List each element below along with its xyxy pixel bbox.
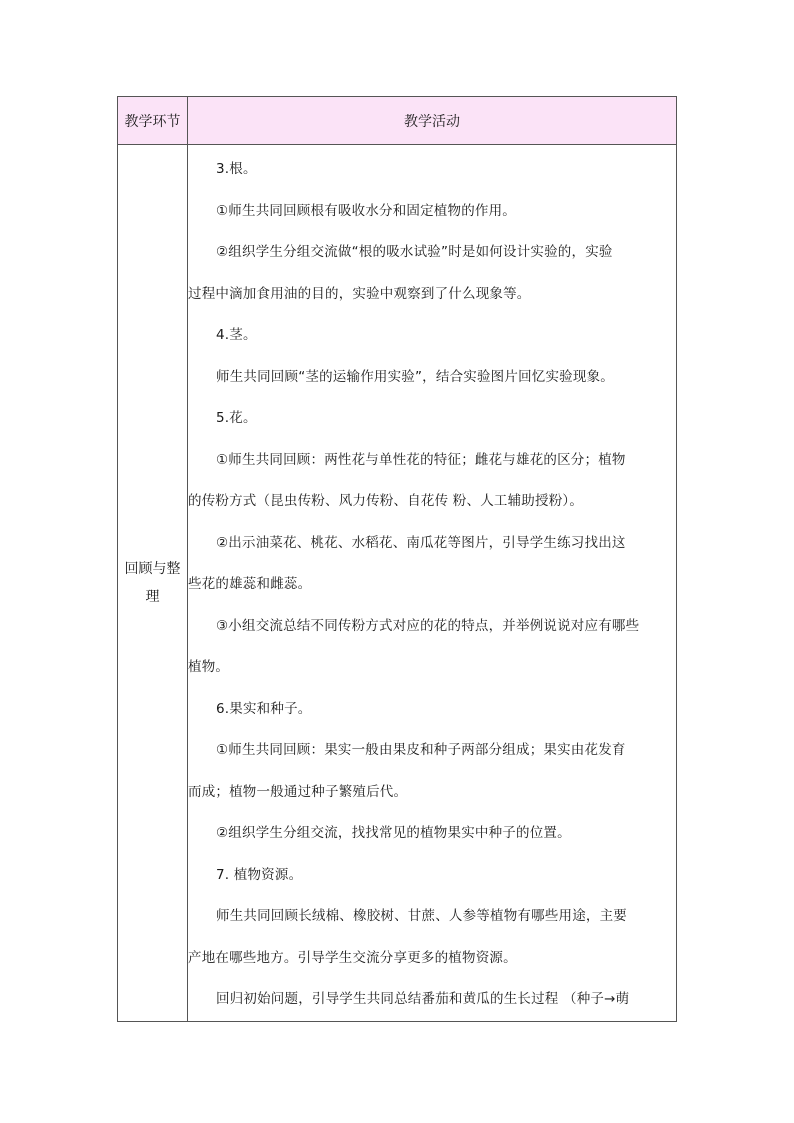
- activity-paragraph: 3.根。: [216, 161, 257, 177]
- activity-paragraph: 7. 植物资源。: [216, 866, 303, 883]
- activity-paragraph: ②组织学生分组交流做“根的吸水试验”时是如何设计实验的，实验: [216, 244, 613, 260]
- activity-paragraph: 5.花。: [216, 410, 257, 426]
- stage-cell: [118, 145, 188, 1022]
- activity-paragraph: 植物。: [188, 659, 230, 675]
- activity-paragraph: 些花的雄蕊和雌蕊。: [188, 576, 312, 592]
- stage-label-line-2: 理: [145, 589, 160, 605]
- stage-column-header: 教学环节: [118, 97, 188, 145]
- activity-column-header: 教学活动: [188, 97, 677, 145]
- activity-paragraph: 产地在哪些地方。引导学生交流分享更多的植物资源。: [188, 949, 517, 966]
- activity-paragraph: 回归初始问题，引导学生共同总结番茄和黄瓜的生长过程 （种子→萌: [216, 991, 630, 1007]
- activity-paragraph: 过程中滴加食用油的目的，实验中观察到了什么现象等。: [188, 285, 531, 302]
- activity-paragraph: ②组织学生分组交流，找找常见的植物果实中种子的位置。: [216, 825, 571, 841]
- activity-paragraph: ②出示油菜花、桃花、水稻花、南瓜花等图片，引导学生练习找出这: [216, 534, 626, 551]
- activity-paragraphs: [188, 149, 676, 1021]
- activity-paragraph: ①师生共同回顾：两性花与单性花的特征；雌花与雄花的区分；植物: [216, 451, 626, 468]
- activity-paragraph: 师生共同回顾“茎的运输作用实验”，结合实验图片回忆实验现象。: [216, 368, 614, 385]
- activity-paragraph: 师生共同回顾长绒棉、橡胶树、甘蔗、人参等植物有哪些用途，主要: [216, 908, 627, 924]
- activity-paragraph: 的传粉方式（昆虫传粉、风力传粉、自花传 粉、人工辅助授粉）。: [188, 493, 584, 509]
- activity-paragraph: ①师生共同回顾根有吸收水分和固定植物的作用。: [216, 202, 517, 219]
- activity-paragraph: ①师生共同回顾：果实一般由果皮和种子两部分组成；果实由花发育: [216, 742, 626, 758]
- table-row: [118, 145, 677, 1022]
- table-header-row: [118, 97, 677, 145]
- activity-cell: [188, 145, 677, 1022]
- activity-paragraph: 而成；植物一般通过种子繁殖后代。: [188, 783, 408, 800]
- activity-paragraph: 4.茎。: [216, 327, 257, 343]
- activity-paragraph: 6.果实和种子。: [216, 700, 312, 717]
- activity-paragraph: ③小组交流总结不同传粉方式对应的花的特点，并举例说说对应有哪些: [216, 617, 640, 634]
- stage-label-line-1: 回顾与整: [124, 561, 181, 577]
- lesson-plan-table: [117, 96, 677, 1022]
